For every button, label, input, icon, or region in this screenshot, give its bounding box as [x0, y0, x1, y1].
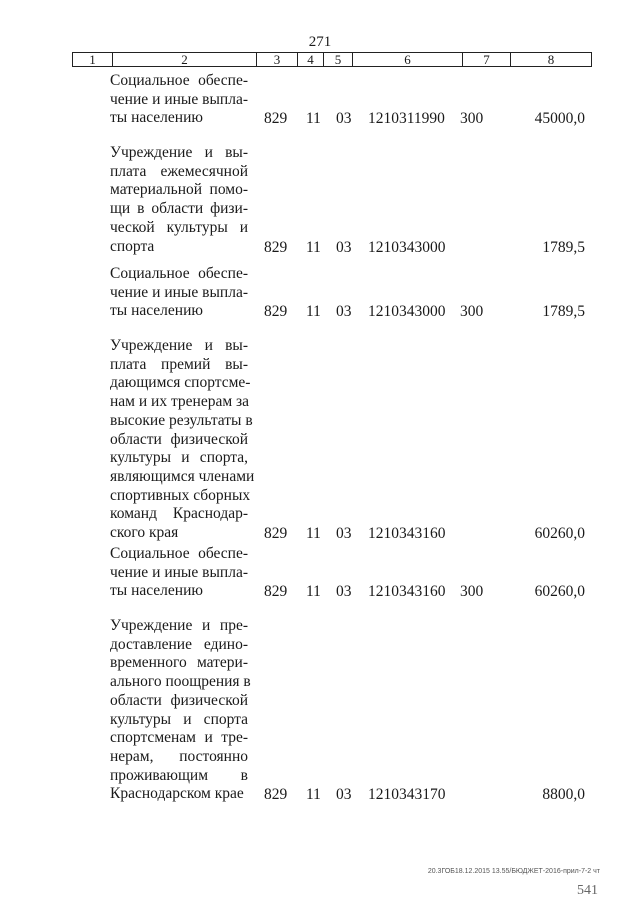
description-line: Учреждение и пре-	[110, 617, 248, 634]
row-values	[0, 110, 640, 130]
section-code: 11	[306, 786, 321, 804]
row-values	[0, 303, 640, 323]
target-article-code: 1210343000	[368, 303, 446, 321]
ministry-code: 829	[264, 525, 288, 542]
section-code: 11	[306, 525, 321, 542]
subsection-code: 03	[336, 303, 352, 321]
subsection-code: 03	[336, 525, 352, 542]
row-values	[0, 583, 640, 603]
description-line: материальной помо-	[110, 181, 248, 199]
description-line: культуры и спорта,	[110, 449, 248, 467]
description-line: чение и иные выпла-	[110, 563, 248, 581]
description-line: щи в области физи-	[110, 200, 248, 218]
description-line: ческой культуры и	[110, 218, 248, 236]
description-line: чение и иные выпла-	[110, 283, 248, 301]
description-line: области физической	[110, 430, 248, 448]
description-line: высокие результаты в	[110, 411, 253, 429]
description-line: плата ежемесячной	[110, 162, 248, 180]
target-article-code: 1210343160	[368, 525, 446, 542]
description-line: нерам, постоянно	[110, 747, 248, 765]
target-article-code: 1210343170	[368, 786, 446, 804]
amount-value: 8800,0	[542, 786, 585, 804]
section-code: 11	[306, 238, 321, 256]
description-line: спортсменам и тре-	[110, 729, 248, 747]
header-col-1: 1	[73, 53, 113, 66]
ministry-code: 829	[264, 238, 288, 256]
target-article-code: 1210343160	[368, 583, 446, 601]
section-code: 11	[306, 110, 321, 128]
amount-value: 60260,0	[534, 525, 585, 542]
description-line: дающимся спортсме-	[110, 374, 251, 392]
description-line: ты населению	[110, 582, 203, 600]
amount-value: 45000,0	[534, 110, 585, 128]
description-line: являющимся членами	[110, 467, 255, 485]
description-line: Учреждение и вы-	[110, 337, 248, 354]
subsection-code: 03	[336, 238, 352, 256]
description-line: команд Краснодар-	[110, 505, 248, 523]
sheet-number: 541	[577, 883, 598, 898]
header-col-6: 6	[353, 53, 463, 66]
header-col-8: 8	[547, 52, 555, 67]
header-col-4: 4	[298, 53, 324, 66]
header-col-3: 3	[257, 53, 298, 66]
header-col-7: 7	[463, 53, 511, 66]
description-line: ты населению	[110, 302, 203, 320]
section-code: 11	[306, 583, 321, 601]
ministry-code: 829	[264, 110, 288, 128]
description-line: нам и их тренерам за	[110, 393, 250, 411]
description-line: ты населению	[110, 109, 203, 127]
header-col-5: 5	[324, 53, 353, 66]
description-line: чение и иные выпла-	[110, 90, 248, 108]
amount-value: 60260,0	[534, 583, 585, 601]
description-line: доставление едино-	[110, 635, 248, 653]
description-line: ального поощрения в	[110, 673, 251, 691]
subsection-code: 03	[336, 110, 352, 128]
expense-type-code: 300	[460, 583, 484, 601]
row-description	[110, 337, 255, 543]
row-values	[0, 786, 640, 806]
description-line: Социальное обеспе-	[110, 545, 248, 562]
description-line: ского края	[110, 524, 179, 542]
description-line: Социальное обеспе-	[110, 265, 248, 282]
description-line: спортивных сборных	[110, 486, 251, 504]
footer-stamp: 20.3ГОБ18.12.2015 13.55/БЮДЖЕТ-2016-прил-7-2 чт	[427, 868, 600, 875]
description-line: культуры и спорта	[110, 710, 248, 728]
target-article-code: 1210343000	[368, 238, 446, 256]
section-code: 11	[306, 303, 321, 321]
subsection-code: 03	[336, 786, 352, 804]
header-col-2: 2	[113, 53, 257, 66]
row-values	[0, 239, 640, 259]
ministry-code: 829	[264, 303, 288, 321]
description-line: временного матери-	[110, 654, 248, 672]
description-line: проживающим в	[110, 766, 248, 784]
ministry-code: 829	[264, 786, 288, 804]
table-header	[72, 52, 592, 67]
description-line: области физической	[110, 691, 248, 709]
description-line: Социальное обеспе-	[110, 72, 248, 89]
target-article-code: 1210311990	[368, 110, 445, 128]
description-line: Краснодарском крае	[110, 785, 244, 803]
amount-value: 1789,5	[542, 238, 585, 256]
subsection-code: 03	[336, 583, 352, 601]
row-description	[110, 617, 251, 804]
amount-value: 1789,5	[542, 303, 585, 321]
ministry-code: 829	[264, 583, 288, 601]
description-line: плата премий вы-	[110, 355, 248, 373]
expense-type-code: 300	[460, 303, 484, 321]
description-line: Учреждение и вы-	[110, 144, 248, 161]
description-line: спорта	[110, 237, 155, 255]
expense-type-code: 300	[460, 110, 484, 128]
row-values	[0, 525, 640, 545]
page-number: 271	[308, 34, 332, 50]
